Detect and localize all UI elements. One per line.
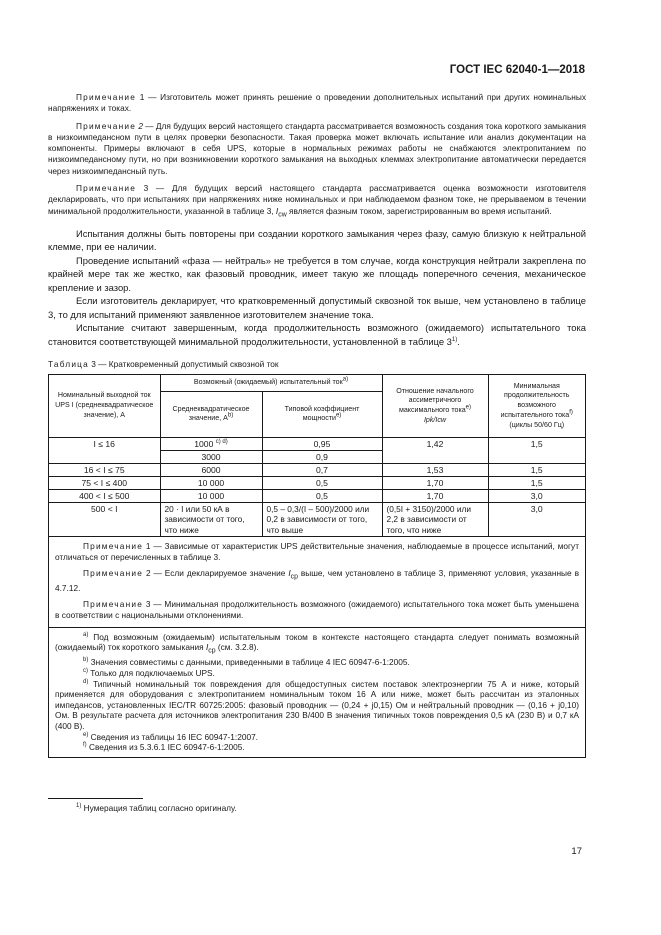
- note-lead: Примечание: [83, 599, 144, 610]
- cell-power-factor: 0,5: [262, 477, 382, 490]
- note-text: — Минимальная продолжительность возможного (ожидаемого) испытательного тока может быть уменьшена в соответствии с национальными отклонениями.: [55, 599, 580, 621]
- footnote-text: Нумерация таблиц согласно оригиналу.: [81, 803, 237, 813]
- cell-ratio: 1,70: [382, 477, 488, 490]
- current-symbol: I: [288, 568, 291, 579]
- footnote-ref: c) d): [215, 439, 228, 446]
- note-text: — Если декларируемое значение: [150, 568, 289, 579]
- footnote-text: Сведения из таблицы 16 IEC 60947-1:2007.: [88, 731, 258, 742]
- footnote-text-end: (см. 3.2.8).: [215, 642, 259, 653]
- note-lead: Примечание: [76, 183, 137, 194]
- header-text: Номинальный выходной ток UPS I (среднеквадратическое значение), А: [55, 391, 154, 420]
- page-content: [48, 92, 586, 758]
- cell-rms: 3000: [160, 451, 262, 464]
- table-footnote-b: [55, 657, 579, 668]
- note-lead: Примечание: [83, 568, 144, 579]
- table-footnote-e: [55, 732, 579, 743]
- footnote-ref: 1): [451, 336, 458, 343]
- ratio-expression: Ipk/Icw: [423, 415, 447, 424]
- cell-duration: 3,0: [488, 490, 585, 503]
- note-text: — Зависимые от характеристик UPS действительные значения, наблюдаемые в процессе испытаний, могут отличаться от перечисленных в таблице 3.: [55, 540, 579, 562]
- standard-header: ГОСТ IEC 62040-1—2018: [449, 64, 585, 76]
- footnote-text: Типичный номинальный ток повреждения для общедоступных систем поставок электроэнергии 75 А и ниже, который применяется для оборудования с электропитанием номинальным током 16 А или ниже, может быть рассчитан из эталонных импедансов, установленных IEC/TR 60725:2005: фазовый проводник — (0,24 + j0,15) Ом и нейтральный проводник — (0,16 + j0,10) Ом. В результате расчета для источников электропитания 230 В/400 В значения типичных токов повреждения 0,5 кА (230 В) и 0,7 кА (400 В).: [55, 678, 579, 732]
- footnote-text: Под возможным (ожидаемым) испытательным током в контексте настоящего стандарта следует понимать возможный (ожидаемый) ток короткого замыкания: [55, 631, 579, 653]
- cell-power-factor: 0,5: [262, 490, 382, 503]
- table-note-2: [55, 568, 579, 594]
- note-number: 2: [138, 120, 143, 131]
- current-symbol: I: [205, 642, 209, 653]
- header-nominal-current: [49, 375, 160, 438]
- data-table: [49, 375, 585, 537]
- footnote-mark: e): [83, 731, 89, 738]
- table-footnote-c: [55, 668, 579, 679]
- cell-range: I ≤ 16: [49, 438, 160, 464]
- note-number: 3: [145, 599, 151, 610]
- note-2: [48, 121, 586, 177]
- footnote-mark: f): [83, 742, 87, 749]
- table-row: [49, 477, 585, 490]
- footnote-text: Только для подключаемых UPS.: [88, 668, 215, 679]
- table-footnote-f: [55, 742, 579, 753]
- cell-rms: 6000: [160, 464, 262, 477]
- table-3: [48, 374, 586, 758]
- footnote-mark: c): [83, 668, 88, 675]
- footnote-ref: f): [569, 409, 573, 416]
- note-number: 3: [143, 183, 149, 194]
- note-text-end: выше, чем установлено в таблице 3, применяют условия, указанные в 4.7.12.: [55, 568, 579, 593]
- note-lead: Примечание: [76, 92, 137, 102]
- paragraph-end: .: [457, 335, 460, 347]
- current-subscript: cw: [278, 211, 287, 219]
- cell-ratio: (0,5I + 3150)/2000 или 2,2 в зависимости от того, что ниже: [382, 503, 488, 537]
- header-ratio: [382, 375, 488, 438]
- table-row: [49, 464, 585, 477]
- cell-value: 1000: [194, 439, 214, 450]
- table-caption-number: 3: [91, 359, 96, 370]
- paragraph-2: Проведение испытаний «фаза — нейтраль» не требуется в том случае, когда конструкция нейтрали закреплена по крайней мере так же жестко, как фазовый проводник, имеет такую же площадь поперечного сечения, механическое крепление и зазор.: [48, 254, 586, 293]
- current-symbol: I: [275, 205, 279, 216]
- footnote-divider: [48, 798, 143, 799]
- header-power-factor: [262, 391, 382, 438]
- header-text: Минимальная продолжительность возможного испытательного тока: [500, 381, 570, 420]
- note-1: [48, 92, 586, 115]
- cell-duration: 1,5: [488, 438, 585, 464]
- footnote-mark: 1): [76, 803, 82, 810]
- table-footnote-a: [55, 632, 579, 658]
- cell-power-factor: 0,95: [262, 438, 382, 451]
- footnote-ref: a): [342, 377, 349, 384]
- note-3: [48, 183, 586, 221]
- cell-range: 500 < I: [49, 503, 160, 537]
- cell-range: 75 < I ≤ 400: [49, 477, 160, 490]
- header-text: Типовой коэффициент мощности: [284, 404, 360, 423]
- cell-duration: 1,5: [488, 464, 585, 477]
- table-footnotes: [49, 628, 585, 757]
- footnote-mark: d): [83, 678, 89, 685]
- header-text: (циклы 50/60 Гц): [509, 420, 565, 429]
- paragraph-text: Испытание считают завершенным, когда продолжительность возможного (ожидаемого) испытательного тока становится соответствующей минимальной продолжительности, установленной в таблице 3: [48, 322, 586, 347]
- cell-rms: 20 · I или 50 кА в зависимости от того, что ниже: [160, 503, 262, 537]
- note-text-end: является фазным током, зарегистрированным во время испытаний.: [286, 205, 552, 216]
- header-text: Отношение начального ассиметричного максимального тока: [396, 386, 474, 415]
- footnote-ref: e): [465, 404, 472, 411]
- paragraph-1: Испытания должны быть повторены при создании короткого замыкания через фазу, самую близкую к нейтральной клемме, при ее наличии.: [48, 227, 586, 253]
- table-caption: [48, 359, 586, 369]
- cell-duration: 1,5: [488, 477, 585, 490]
- note-text: — Изготовитель может принять решение о проведении дополнительных испытаний при других номинальных напряжениях и токах.: [48, 92, 586, 114]
- table-row: [49, 438, 585, 451]
- header-prospective-current: [160, 375, 382, 391]
- note-number: 2: [145, 568, 151, 579]
- current-subscript: cp: [208, 647, 216, 655]
- footnote-text: Значения совместимы с данными, приведенными в таблице 4 IEC 60947-6-1:2005.: [88, 657, 410, 668]
- footnote-mark: a): [83, 631, 89, 638]
- note-number: 1: [139, 92, 145, 102]
- table-row: [49, 503, 585, 537]
- note-number: 1: [145, 540, 151, 551]
- cell-ratio: 1,70: [382, 490, 488, 503]
- table-caption-lead: Таблица: [48, 359, 89, 370]
- paragraph-4: [48, 321, 586, 348]
- table-note-3: [55, 599, 579, 621]
- footnote-mark: b): [83, 657, 89, 664]
- cell-rms: 10 000: [160, 477, 262, 490]
- current-subscript: cp: [290, 573, 298, 581]
- footnote-ref: b): [227, 413, 234, 420]
- table-row: [49, 490, 585, 503]
- cell-ratio: 1,53: [382, 464, 488, 477]
- cell-rms: [160, 438, 262, 451]
- cell-duration: 3,0: [488, 503, 585, 537]
- note-text: — Для будущих версий настоящего стандарта рассматривается возможность создания тока короткого замыкания в низкоимпедансном пути в целях проверки безопасности. Такая проверка может включать испытание или анализ документации на компоненты. Примеры включают в себя UPS, которые в нормальных режимах работы не снабжаются электропитанием по низкоимпедансному пути, но при возникновении короткого замыкания на выходных клеммах электропитание автоматически передается через низкоимпедансный путь.: [48, 120, 586, 176]
- cell-ratio: 1,42: [382, 438, 488, 464]
- cell-power-factor: 0,5 – 0,3/(I – 500)/2000 или 0,2 в зависимости от того, что выше: [262, 503, 382, 537]
- page-footnote: [76, 803, 237, 813]
- table-note-1: [55, 541, 579, 563]
- table-footnote-d: [55, 679, 579, 732]
- cell-rms: 10 000: [160, 490, 262, 503]
- page-number: 17: [571, 846, 582, 857]
- header-text: Возможный (ожидаемый) испытательный ток: [193, 378, 343, 387]
- footnote-text: Сведения из 5.3.6.1 IEC 60947-6-1:2005.: [86, 742, 245, 753]
- cell-power-factor: 0,7: [262, 464, 382, 477]
- note-lead: Примечание: [83, 540, 144, 551]
- note-text: — Для будущих версий настоящего стандарта рассматривается оценка возможности изготовителя декларировать, что при испытаниях при напряжениях ниже номинальных и при наблюдаемом фазном токе, не прерываемом в течении минимальной продолжительности, указанной в таблице 3,: [48, 183, 586, 216]
- cell-power-factor: 0,9: [262, 451, 382, 464]
- table-caption-text: — Кратковременный допустимый сквозной ток: [95, 359, 279, 370]
- table-header-row: [49, 375, 585, 391]
- header-duration: [488, 375, 585, 438]
- paragraph-3: Если изготовитель декларирует, что кратковременный допустимый сквозной ток выше, чем установлено в таблице 3, то для испытаний применяют заявленное изготовителем значение тока.: [48, 295, 586, 320]
- cell-range: 400 < I ≤ 500: [49, 490, 160, 503]
- header-rms: [160, 391, 262, 438]
- table-notes: [49, 537, 585, 628]
- cell-range: 16 < I ≤ 75: [49, 464, 160, 477]
- footnote-ref: e): [335, 413, 342, 420]
- note-lead: Примечание: [76, 120, 137, 131]
- header-text: Среднеквадратическое значение, А: [172, 404, 250, 423]
